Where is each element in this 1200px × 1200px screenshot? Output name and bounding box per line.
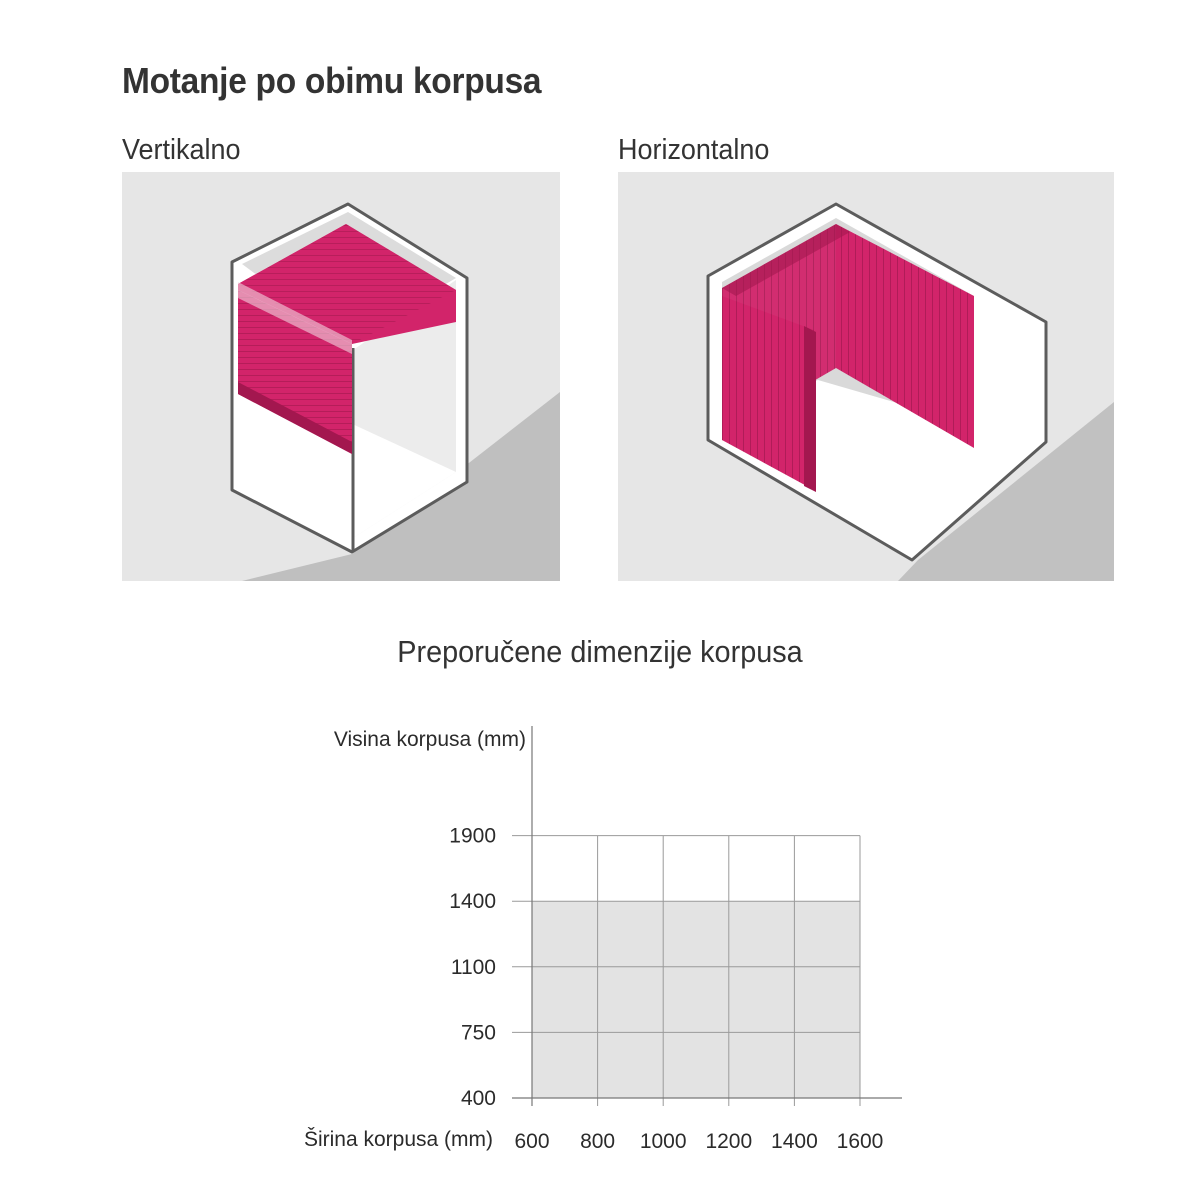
vertical-illustration	[122, 172, 560, 581]
horizontal-illustration	[618, 172, 1114, 581]
dimensions-chart	[0, 700, 1200, 1180]
vertical-cabinet-drawing	[122, 172, 560, 581]
x-tick-label: 1000	[639, 1130, 687, 1153]
horizontal-cabinet-drawing	[618, 172, 1114, 581]
y-tick-label: 1100	[450, 955, 496, 979]
x-axis-title: Širina korpusa (mm)	[303, 1128, 493, 1151]
y-axis-title: Visina korpusa (mm)	[333, 728, 526, 751]
shutter-front	[722, 296, 814, 490]
x-tick-label: 1600	[836, 1130, 884, 1153]
x-tick-label: 1200	[705, 1130, 753, 1153]
x-tick-label: 600	[514, 1130, 550, 1153]
y-tick-label: 400	[460, 1087, 496, 1110]
recommended-dimensions-title: Preporučene dimenzije korpusa	[397, 634, 803, 669]
shutter-handle	[804, 326, 816, 492]
y-tick-label: 750	[460, 1021, 496, 1045]
horizontal-label: Horizontalno	[618, 134, 770, 166]
y-tick-label: 1900	[449, 824, 496, 848]
y-tick-label: 1400	[449, 890, 496, 914]
recommended-zone	[532, 901, 860, 1098]
page-title: Motanje po obimu korpusa	[122, 60, 542, 101]
x-tick-label: 1400	[771, 1130, 818, 1153]
x-tick-label: 800	[580, 1130, 616, 1153]
vertical-label: Vertikalno	[122, 134, 241, 166]
